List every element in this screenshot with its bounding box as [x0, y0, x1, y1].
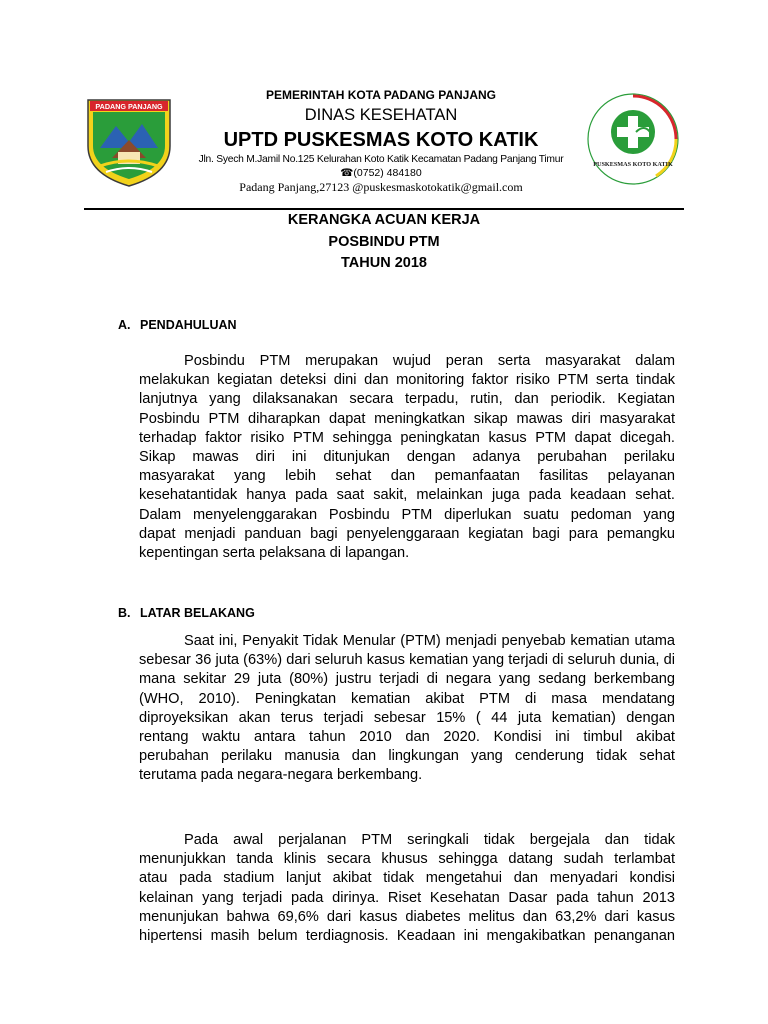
- paragraph-line: kelainan yang terjadi pada dirinya. Riset Kesehatan Dasar pada tahun 2013: [139, 889, 675, 906]
- paragraph-line: terhadap faktor risiko PTM sehingga peningkatan kasus PTM dapat dicegah.: [139, 429, 675, 446]
- phone-number: (0752) 484180: [353, 167, 422, 179]
- paragraph-latar-belakang-2: [139, 831, 675, 946]
- paragraph-line: terutama pada negara-negara berkembang.: [139, 767, 423, 784]
- city-email-line: [176, 180, 586, 195]
- letterhead-divider: [84, 208, 684, 210]
- padang-panjang-emblem: [84, 96, 174, 188]
- section-title: LATAR BELAKANG: [140, 606, 255, 620]
- puskesmas-logo-text: PUSKESMAS KOTO KATIK: [593, 161, 673, 168]
- paragraph-line: lanjutnya yang dilaksanakan secara terpadu, rutin, dan periodik. Kegiatan: [139, 391, 675, 408]
- paragraph-line: Posbindu PTM merupakan wujud peran serta masyarakat dalam: [184, 353, 675, 369]
- address-line: Jln. Syech M.Jamil No.125 Kelurahan Koto Katik Kecamatan Padang Panjang Timur: [198, 154, 564, 165]
- paragraph-line: rentang waktu antara tahun 2010 dan 2020. Kondisi ini timbul akibat: [139, 728, 675, 745]
- paragraph-line: Sikap mawas diri ini ditunjukan dengan adanya perubahan perilaku: [139, 448, 675, 465]
- paragraph-pendahuluan: [139, 352, 675, 563]
- paragraph-line: mana sekitar 29 juta (80%) justru terjadi di negara yang sedang berkembang: [139, 671, 675, 688]
- paragraph-line: diproyeksikan akan terus terjadi sebesar 15% ( 44 juta kematian) dengan: [139, 709, 675, 726]
- paragraph-line: (WHO, 2010). Peningkatan kematian akibat PTM di masa mendatang: [139, 690, 675, 707]
- email-address: puskesmaskotokatik@gmail.com: [363, 180, 523, 194]
- paragraph-line: menunjukan bahwa 69,6% dari kasus diabetes melitus dan 63,2% dari kasus: [139, 908, 675, 925]
- document-title: KERANGKA ACUAN KERJA: [287, 212, 481, 228]
- paragraph-line: sebesar 36 juta (63%) dari seluruh kasus kematian yang terjadi di seluruh dunia, di: [139, 652, 675, 669]
- email-icon: @: [352, 180, 364, 194]
- section-heading-a: [118, 318, 237, 332]
- program-name: POSBINDU PTM: [328, 234, 440, 250]
- paragraph-line: atau pada stadium lanjut akibat tidak mengetahui dan menyadari kondisi: [139, 870, 675, 887]
- paragraph-line: kesehatantidak hanya pada saat sakit, melainkan juga pada keadaan sehat.: [139, 487, 675, 504]
- paragraph-line: dapat menjadi panduan bagi penyelenggaraan kegiatan bagi para pemangku: [139, 525, 675, 542]
- paragraph-line: kepentingan serta pelaksana di lapangan.: [139, 544, 410, 561]
- paragraph-line: perubahan perilaku manusia dan lingkungan yang cenderung tidak sehat: [139, 748, 675, 765]
- document-year: TAHUN 2018: [341, 255, 427, 271]
- emblem-banner-text: PADANG PANJANG: [95, 102, 163, 111]
- paragraph-line: Dalam menyelenggarakan Posbindu PTM diperlukan suatu pedoman yang: [139, 506, 675, 523]
- paragraph-line: melakukan kegiatan deteksi dini dan monitoring faktor risiko PTM serta tindak: [139, 372, 675, 389]
- paragraph-line: Saat ini, Penyakit Tidak Menular (PTM) menjadi penyebab kematian utama: [184, 633, 675, 649]
- section-letter: B.: [118, 606, 131, 620]
- paragraph-line: Pada awal perjalanan PTM seringkali tidak bergejala dan tidak: [184, 832, 675, 848]
- paragraph-latar-belakang-1: [139, 632, 675, 786]
- phone-icon: ☎: [340, 167, 354, 179]
- section-title: PENDAHULUAN: [140, 318, 237, 332]
- section-letter: A.: [118, 318, 131, 332]
- section-heading-b: [118, 606, 255, 620]
- institution-name: UPTD PUSKESMAS KOTO KATIK: [223, 129, 539, 151]
- puskesmas-logo: [586, 92, 680, 186]
- department-name: DINAS KESEHATAN: [304, 106, 458, 124]
- phone-line: [176, 167, 586, 179]
- paragraph-line: Posbindu PTM diharapkan dapat meningkatkan sikap mawas diri masyarakat: [139, 410, 675, 427]
- paragraph-line: hipertensi masih belum terdiagnosis. Keadaan ini mengakibatkan penanganan: [139, 927, 675, 944]
- paragraph-line: menunjukkan tanda klinis secara khusus sehingga datang sudah terlambat: [139, 851, 675, 868]
- government-name: PEMERINTAH KOTA PADANG PANJANG: [265, 88, 496, 102]
- city-postcode: Padang Panjang,27123: [239, 180, 353, 194]
- paragraph-line: masyarakat yang lebih sehat dan pemanfaatan fasilitas pelayanan: [139, 468, 675, 485]
